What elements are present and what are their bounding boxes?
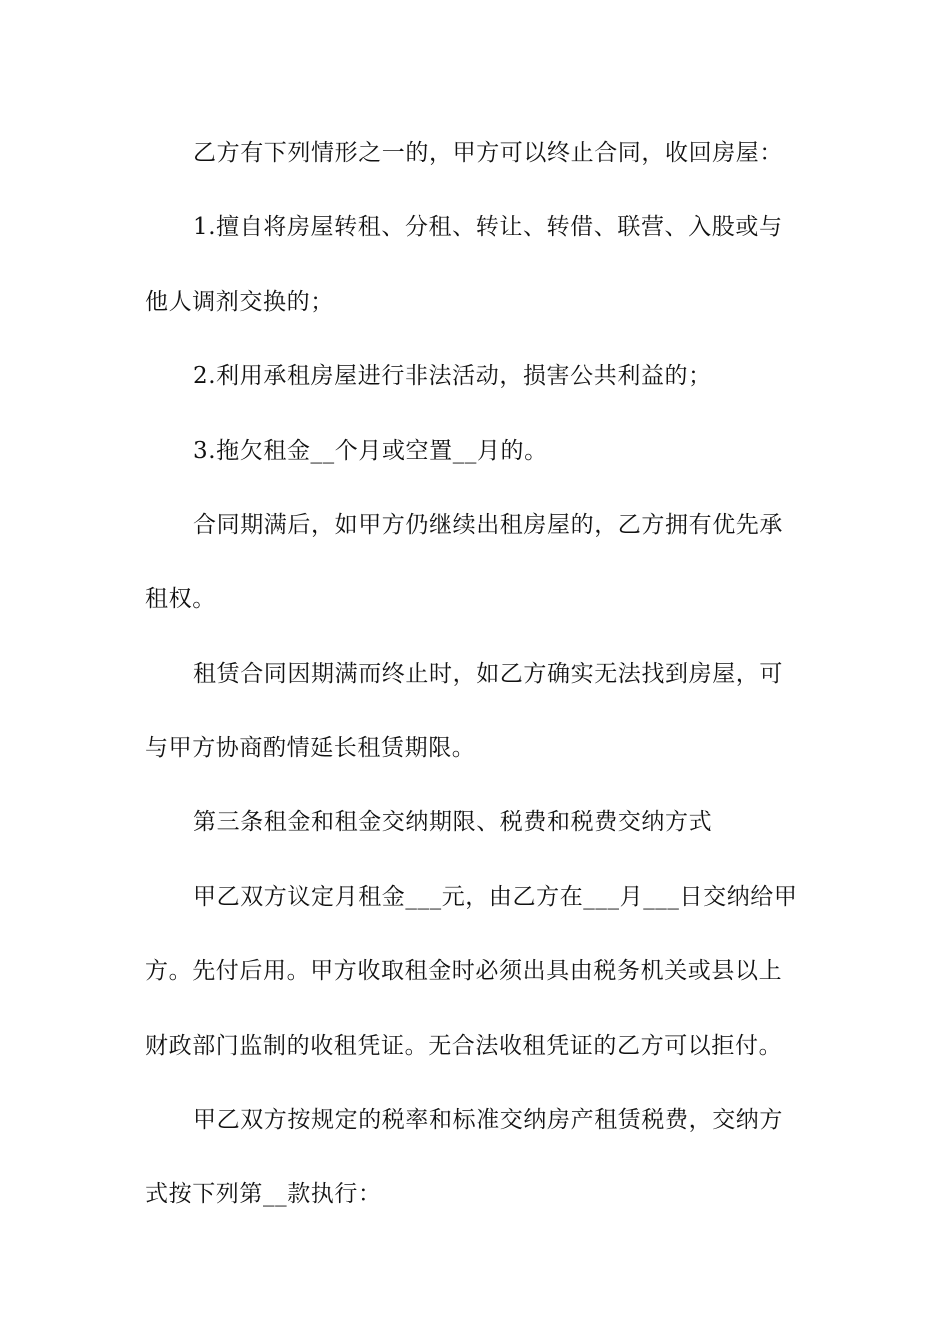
clause-1-line-1: 1.擅自将房屋转租、分租、转让、转借、联营、入股或与 [193,214,783,240]
paragraph-extension-line-2: 与甲方协商酌情延长租赁期限。 [145,735,476,761]
clause-3: 3.拖欠租金__个月或空置__月的。 [193,438,548,464]
paragraph-rent-line-3: 财政部门监制的收租凭证。无合法收租凭证的乙方可以拒付。 [145,1033,783,1059]
clause-2: 2.利用承租房屋进行非法活动，损害公共利益的； [193,363,712,389]
paragraph-tax-line-2: 式按下列第__款执行： [145,1181,382,1207]
paragraph-extension-line-1: 租赁合同因期满而终止时，如乙方确实无法找到房屋，可 [193,661,783,687]
clause-1-line-2: 他人调剂交换的； [145,289,334,315]
article-3-heading: 第三条租金和租金交纳期限、税费和税费交纳方式 [193,809,713,835]
paragraph-tax-line-1: 甲乙双方按规定的税率和标准交纳房产租赁税费，交纳方 [193,1107,783,1133]
paragraph-rent-line-1: 甲乙双方议定月租金___元，由乙方在___月___日交纳给甲 [193,884,798,910]
paragraph-termination-intro: 乙方有下列情形之一的，甲方可以终止合同，收回房屋： [193,140,783,166]
paragraph-rent-line-2: 方。先付后用。甲方收取租金时必须出具由税务机关或县以上 [145,958,783,984]
paragraph-renewal-line-2: 租权。 [145,586,216,612]
paragraph-renewal-line-1: 合同期满后，如甲方仍继续出租房屋的，乙方拥有优先承 [193,512,783,538]
